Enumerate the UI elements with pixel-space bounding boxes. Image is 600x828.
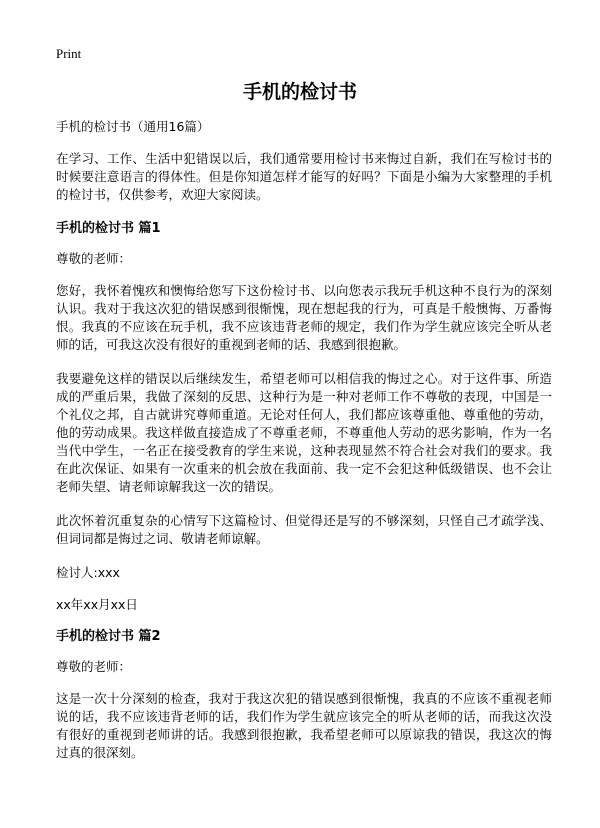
section-heading: 手机的检讨书 篇1 bbox=[56, 221, 161, 236]
body-paragraph: 您好，我怀着愧疚和懊悔给您写下这份检讨书、以向您表示我玩手机这种不良行为的深刻认识。我对于我这次犯的错误感到很惭愧，现在想起我的行为，可真是千般懊悔、万番悔恨。我真的不应该在玩手机，我不应该违背老师的规定，我们作为学生就应该完全听从老师的话，可我这次没有很好的重视到老师的话、我感到很抱歉。 bbox=[56, 283, 552, 352]
signature: 检讨人:xxx bbox=[56, 565, 120, 580]
body-paragraph: 我要避免这样的错误以后继续发生，希望老师可以相信我的悔过之心。对于这件事、所造成的严重后果，我做了深刻的反思、这种行为是一种对老师工作不尊敬的表现，中国是一个礼仪之邦，自古就讲究尊师重道。无论对任何人，我们都应该尊重他、尊重他的劳动，他的劳动成果。我这样做直接造成了不尊重老师，不尊重他人劳动的恶劣影响，作为一名当代中学生，一名正在接受教育的学生来说，这种表现显然不符合社会对我们的要求。我在此次保证、如果有一次重来的机会放在我面前、我一定不会犯这种低级错误、也不会让老师失望、请老师谅解我这一次的错误。 bbox=[56, 371, 552, 494]
body-paragraph: 这是一次十分深刻的检查，我对于我这次犯的错误感到很惭愧，我真的不应该不重视老师说的话，我不应该违背老师的话，我们作为学生就应该完全的听从老师的话，而我这次没有很好的重视到老师讲的话。我感到很抱歉，我希望老师可以原谅我的错误，我这次的悔过真的很深刻。 bbox=[56, 691, 552, 760]
intro-paragraph: 在学习、工作、生活中犯错误以后，我们通常要用检讨书来悔过自新，我们在写检讨书的时候要注意语言的得体性。但是你知道怎样才能写的好吗？下面是小编为大家整理的手机的检讨书，仅供参考，欢迎大家阅读。 bbox=[56, 151, 552, 202]
greeting: 尊敬的老师： bbox=[56, 659, 132, 674]
document-subtitle: 手机的检讨书（通用16篇） bbox=[56, 119, 210, 134]
greeting: 尊敬的老师： bbox=[56, 251, 132, 266]
section-heading: 手机的检讨书 篇2 bbox=[56, 629, 161, 644]
document-body bbox=[56, 118, 552, 778]
page-title: 手机的检讨书 bbox=[242, 81, 357, 103]
date: xx年xx月xx日 bbox=[56, 597, 138, 612]
print-link[interactable]: Print bbox=[56, 46, 82, 61]
body-paragraph: 此次怀着沉重复杂的心情写下这篇检讨、但觉得还是写的不够深刻，只怪自己才疏学浅、但词词都是悔过之词、敬请老师谅解。 bbox=[56, 513, 552, 546]
